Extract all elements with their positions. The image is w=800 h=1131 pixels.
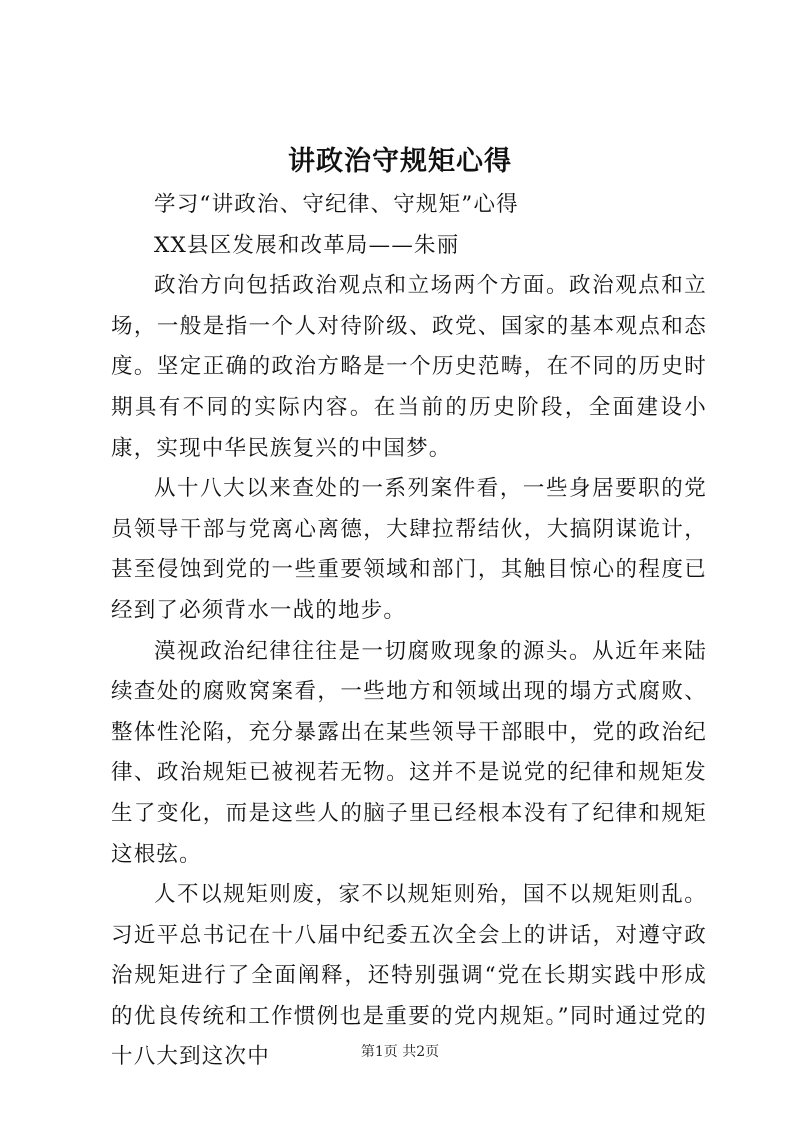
page-number-indicator: 第1页 共2页 bbox=[360, 1044, 440, 1060]
subtitle-line: 学习“讲政治、守纪律、守规矩”心得 bbox=[154, 192, 519, 217]
author-line: XX县区发展和改革局——朱丽 bbox=[154, 232, 460, 258]
document-body bbox=[111, 185, 707, 1078]
body-paragraph-2: 从十八大以来查处的一系列案件看，一些身居要职的党员领导干部与党离心离德，大肆拉帮结伙，大搞阴谋诡计，甚至侵蚀到党的一些重要领域和部门，其触目惊心的程度已经到了必须背水一战的地步。 bbox=[111, 476, 707, 623]
page-footer bbox=[0, 1042, 800, 1062]
body-paragraph-4: 人不以规矩则废，家不以规矩则殆，国不以规矩则乱。习近平总书记在十八届中纪委五次全会上的讲话，对遵守政治规矩进行了全面阐释，还特别强调“党在长期实践中形成的优良传统和工作惯例也是重要的党内规矩。”同时通过党的十八大到这次中 bbox=[111, 882, 707, 1070]
body-paragraph-1: 政治方向包括政治观点和立场两个方面。政治观点和立场，一般是指一个人对待阶级、政党、国家的基本观点和态度。坚定正确的政治方略是一个历史范畴，在不同的历史时期具有不同的实际内容。在当前的历史阶段，全面建设小康，实现中华民族复兴的中国梦。 bbox=[111, 273, 707, 461]
body-paragraph-3: 漠视政治纪律往往是一切腐败现象的源头。从近年来陆续查处的腐败窝案看，一些地方和领域出现的塌方式腐败、整体性沦陷，充分暴露出在某些领导干部眼中，党的政治纪律、政治规矩已被视若无物。这并不是说党的纪律和规矩发生了变化，而是这些人的脑子里已经根本没有了纪律和规矩这根弦。 bbox=[111, 638, 707, 867]
document-title: 讲政治守规矩心得 bbox=[288, 146, 512, 177]
